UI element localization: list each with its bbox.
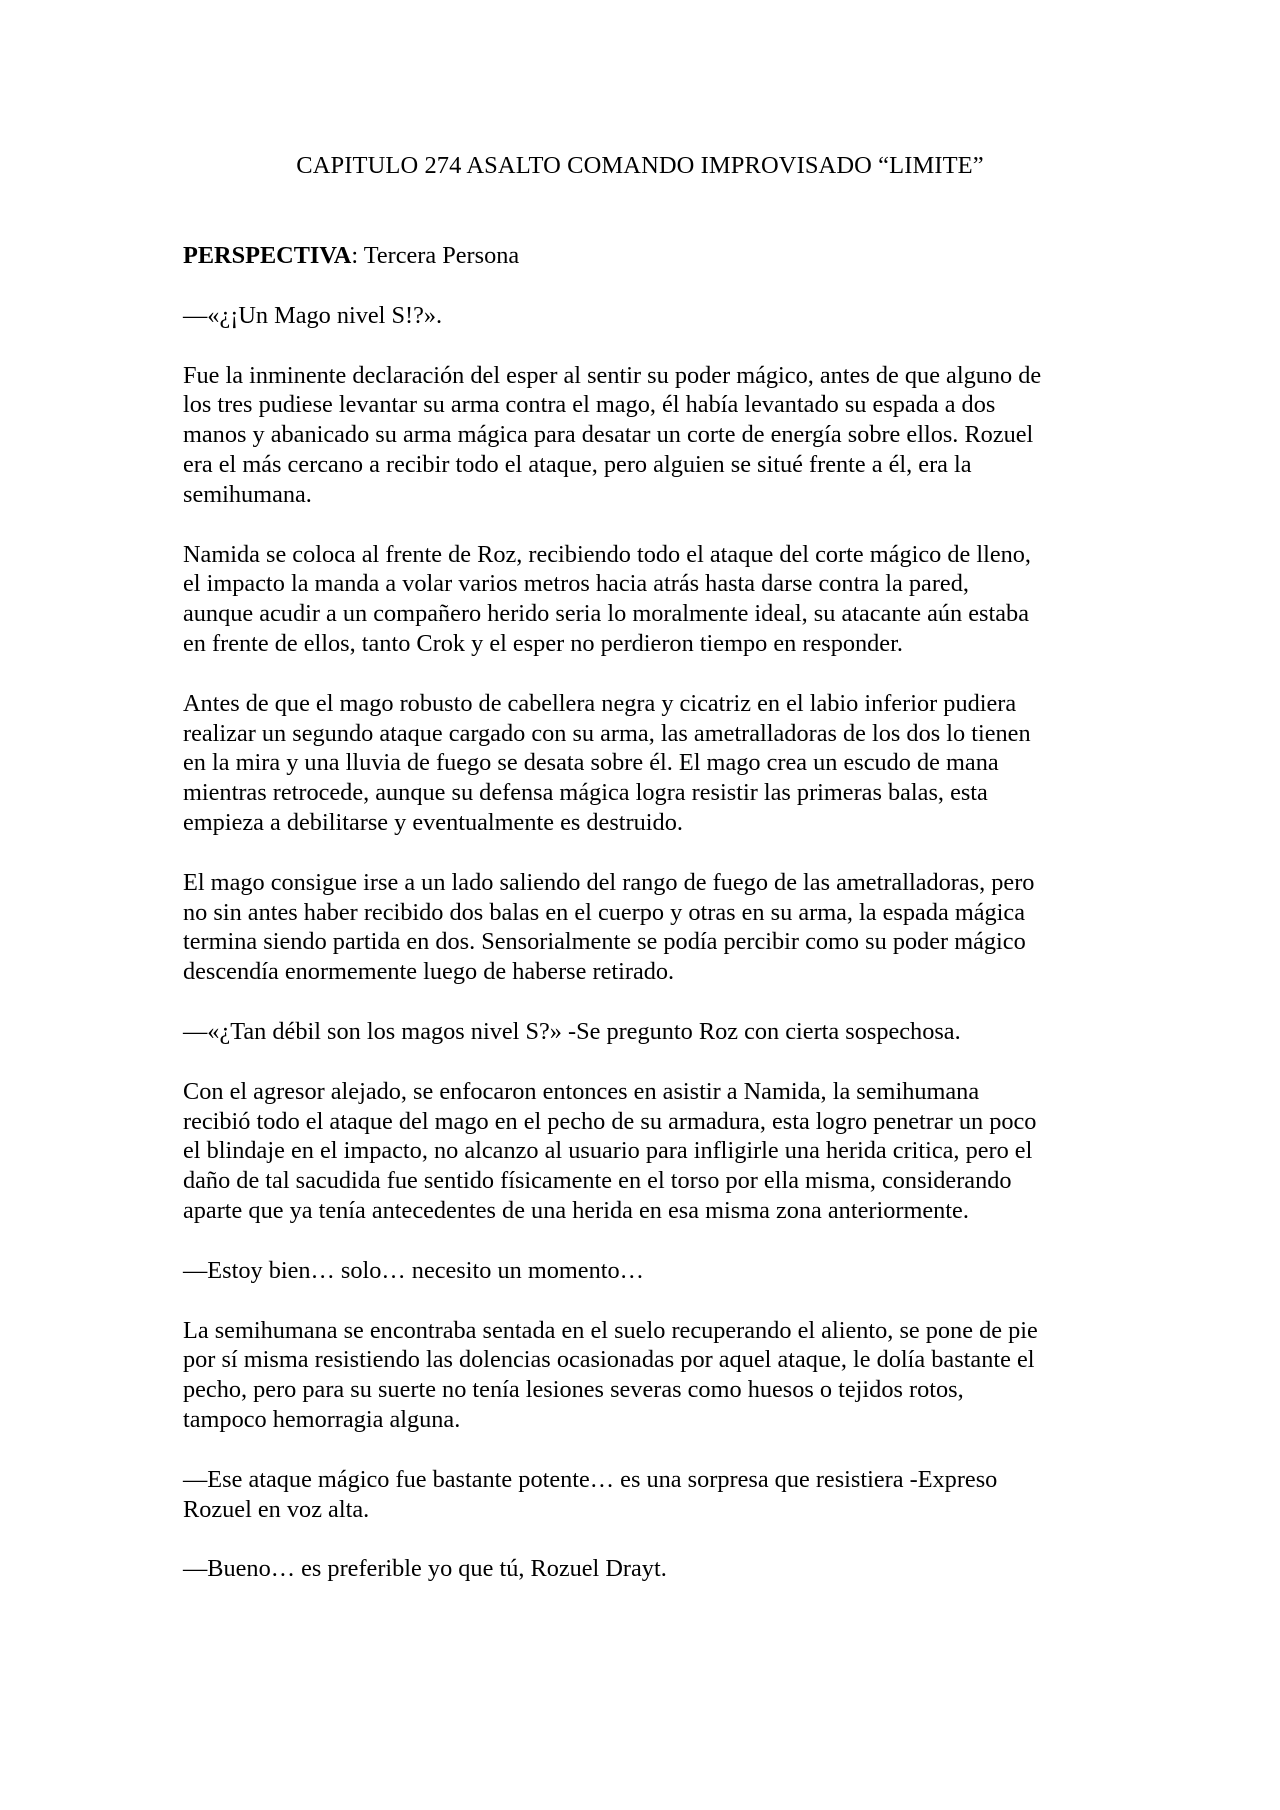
text-line: mientras retrocede, aunque su defensa mágica logra resistir las primeras balas, esta [183,779,988,807]
text-line: Antes de que el mago robusto de cabellera negra y cicatriz en el labio inferior pudiera [183,689,1017,717]
paragraph [183,1077,1103,1226]
paragraph [183,689,1103,838]
text-line: realizar un segundo ataque cargado con su arma, las ametralladoras de los dos lo tienen [183,719,1031,747]
paragraph [183,868,1103,987]
perspective-value: : Tercera Persona [351,242,520,269]
text-line: daño de tal sacudida fue sentido físicamente en el torso por ella misma, considerando [183,1167,1012,1195]
text-line: —«¿Tan débil son los magos nivel S?» -Se pregunto Roz con cierta sospechosa. [183,1017,961,1045]
text-line: El mago consigue irse a un lado saliendo del rango de fuego de las ametralladoras, pero [183,868,1035,896]
text-line: —Ese ataque mágico fue bastante potente… es una sorpresa que resistiera -Expreso [183,1465,998,1493]
text-line: aparte que ya tenía antecedentes de una herida en esa misma zona anteriormente. [183,1196,969,1224]
text-line: descendía enormemente luego de haberse retirado. [183,958,675,986]
text-line: en frente de ellos, tanto Crok y el esper no perdieron tiempo en responder. [183,629,903,657]
paragraph [183,540,1103,659]
text-line: manos y abanicado su arma mágica para desatar un corte de energía sobre ellos. Rozuel [183,421,1034,449]
paragraph [183,1316,1103,1435]
perspective-label: PERSPECTIVA [183,242,352,269]
document-body [183,241,1103,1584]
paragraph [183,1256,1103,1286]
paragraph [183,1554,1103,1584]
text-line: recibió todo el ataque del mago en el pecho de su armadura, esta logro penetrar un poco [183,1107,1037,1135]
text-line: los tres pudiese levantar su arma contra el mago, él había levantado su espada a dos [183,391,996,419]
text-line: termina siendo partida en dos. Sensorialmente se podía percibir como su poder mágico [183,928,1026,956]
text-line: era el más cercano a recibir todo el ataque, pero alguien se situé frente a él, era la [183,450,972,478]
text-line: tampoco hemorragia alguna. [183,1405,461,1433]
paragraph-list [183,301,1103,1584]
text-line: —«¿¡Un Mago nivel S!?». [183,301,443,329]
perspective-line [183,241,1103,271]
text-line: Con el agresor alejado, se enfocaron entonces en asistir a Namida, la semihumana [183,1077,980,1105]
chapter-title: CAPITULO 274 ASALTO COMANDO IMPROVISADO “LIMITE” [296,152,984,179]
text-line: —Estoy bien… solo… necesito un momento… [183,1256,644,1284]
text-line: en la mira y una lluvia de fuego se desata sobre él. El mago crea un escudo de mana [183,749,999,777]
text-line: el impacto la manda a volar varios metros hacia atrás hasta darse contra la pared, [183,570,969,598]
paragraph [183,1017,1103,1047]
text-line: el blindaje en el impacto, no alcanzo al usuario para infligirle una herida critica, pero el [183,1137,1033,1165]
text-line: aunque acudir a un compañero herido seria lo moralmente ideal, su atacante aún estaba [183,600,1029,628]
text-line: Rozuel en voz alta. [183,1495,370,1523]
paragraph [183,1465,1103,1525]
text-line: semihumana. [183,480,312,508]
text-line: Fue la inminente declaración del esper al sentir su poder mágico, antes de que alguno de [183,361,1042,389]
text-line: Namida se coloca al frente de Roz, recibiendo todo el ataque del corte mágico de lleno, [183,540,1032,568]
paragraph [183,301,1103,331]
text-line: por sí misma resistiendo las dolencias ocasionadas por aquel ataque, le dolía bastante el [183,1346,1035,1374]
text-line: —Bueno… es preferible yo que tú, Rozuel Drayt. [183,1555,667,1583]
text-line: La semihumana se encontraba sentada en el suelo recuperando el aliento, se pone de pie [183,1316,1038,1344]
text-line: pecho, pero para su suerte no tenía lesiones severas como huesos o tejidos rotos, [183,1376,964,1404]
text-line: no sin antes haber recibido dos balas en el cuerpo y otras en su arma, la espada mágica [183,898,1025,926]
paragraph [183,361,1103,510]
text-line: empieza a debilitarse y eventualmente es destruido. [183,808,683,836]
